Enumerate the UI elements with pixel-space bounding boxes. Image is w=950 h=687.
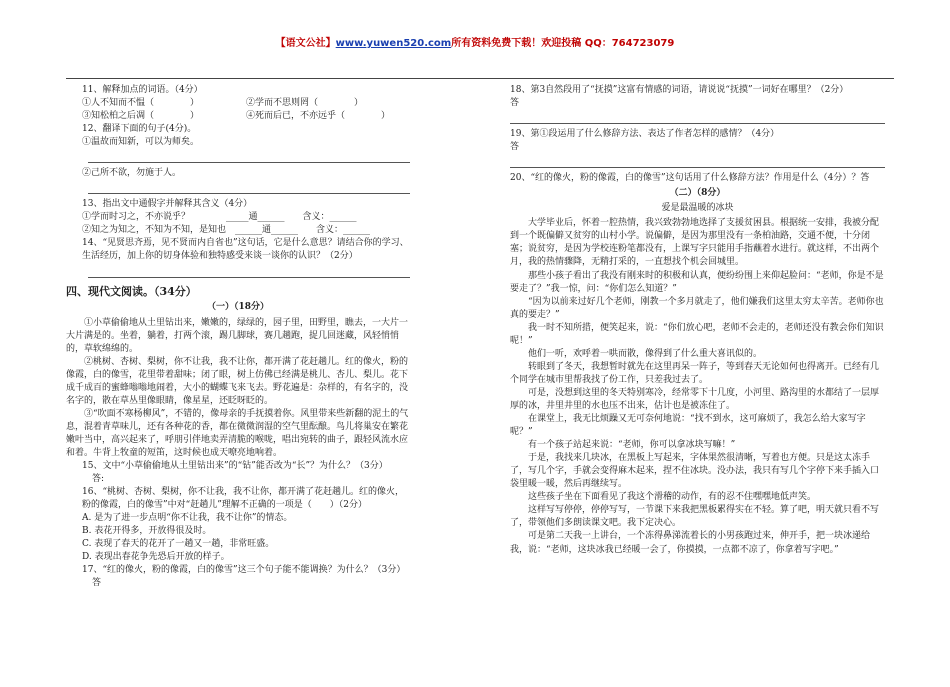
header-url-link[interactable]: www.yuwen520.com [335,38,452,49]
question-12-a: ①温故而知新，可以为师矣。 [82,137,200,148]
question-19: 19、第①段运用了什么修辞方法、表达了作者怎样的感情？（4分） [510,129,780,140]
question-13-b: ②知之为知之，不知为不知，是知也 ______通______ 含义：______ [82,225,371,236]
passage-paragraph: 有一个孩子站起来说：“老师，你可以拿冰块写嘛！” [528,440,736,451]
header-suffix: 所有资料免费下载！欢迎投稿 QQ：764723079 [451,38,675,49]
question-13: 13、指出文中通假字并解释其含义（4分） [82,199,253,210]
answer-line[interactable] [88,151,410,163]
header-divider [66,78,894,79]
question-16: 16、“桃树、杏树、梨树，你不让我，我不让你，都开满了花赶趟儿。红的像火，粉的像霞，白的像雪”中对“赶趟儿”理解不正确的一项是（ ）（2分） [82,487,405,511]
passage-paragraph: ②桃树、杏树、梨树，你不让我，我不让你，都开满了花赶趟儿。红的像火，粉的像霞，白的像雪，花里带着甜味；闭了眼，树上仿佛已经满是桃儿、杏儿、梨儿。花下成千成百的蜜蜂嗡嗡地闹着，大小的蝴蝶飞来飞去。野花遍是：杂样的，有名字的，没名字的，散在草丛里像眼睛，像星星，还眨呀眨的。 [66,356,409,406]
passage-paragraph: 转眼到了冬天，我想暂时就先在这里再呆一阵子，等到春天无论如何也得离开。已经有几个同学在城市里帮我找了份工作，只差我过去了。 [510,361,880,385]
question-11-b: ②学而不思则罔（ ） [246,98,364,109]
question-13-a: ①学而时习之，不亦说乎？ _____通______ 含义：______ [82,212,357,223]
question-12-b: ②己所不欲，勿施于人。 [82,168,182,179]
passage-paragraph: ③“吹面不寒杨柳风”，不错的，像母亲的手抚摸着你。风里带来些新翻的泥土的气息，混着青草味儿，还有各种花的香，都在微微润湿的空气里酝酿。鸟儿将巢安在繁花嫩叶当中，高兴起来了，呼朋引伴地卖弄清脆的喉咙，唱出宛转的曲子，跟轻风流水应和着。牛背上牧童的短笛，这时候也成天嘹亮地响着。 [66,408,409,458]
passage-paragraph: 这些孩子坐在下面看见了我这个滑稽的动作，有的忍不住嘿嘿地低声笑。 [528,492,817,503]
passage-paragraph: 可是，没想到这里的冬天特别寒冷，经常零下十几度，小河里、路沟里的水都结了一层厚厚的冰，井里井里的水也压不出来，估计也是被冻住了。 [510,387,880,411]
answer-line[interactable] [510,112,885,124]
question-14: 14、“见贤思齐焉，见不贤而内自省也”这句话，它是什么意思？请结合你的学习、生活经历，加上你的切身体验和独特感受来谈一谈你的认识？（2分） [82,238,409,262]
question-12: 12、翻译下面的句子(4分)。 [82,124,197,135]
subsection-1-heading: （一）（18分） [206,302,270,313]
passage-paragraph: 那些小孩子看出了我没有刚来时的积极和认真，便纷纷围上来仰起脸问：“老师，你是不是要走了？”我一惊，问：“你们怎么知道？” [510,270,884,294]
answer-line[interactable] [88,266,410,278]
question-17: 17、“红的像火，粉的像霞，白的像雪”这三个句子能不能调换？为什么？（3分） [82,565,406,576]
question-16-b[interactable]: B. 表花开得多，开放得很及时。 [82,526,212,537]
question-20: 20、“红的像火，粉的像霞，白的像雪”这句话用了什么修辞方法？作用是什么（4分）？答 [510,173,870,184]
subsection-2-heading: （二）（8分） [669,188,726,199]
passage-paragraph: 可是第二天我一上讲台，一个冻得鼻涕流着长的小男孩跑过来，伸开手，把一块冰递给我，说：“老师，这块冰我已经暖一会了，你摸摸，一点都不凉了，你拿着写字吧。” [510,531,871,555]
question-11-row1 [66,97,410,110]
question-11: 11、解释加点的词语。（4分） [82,85,203,95]
question-16-c[interactable]: C. 表现了春天的花开了一趟又一趟，非常旺盛。 [82,539,275,550]
question-18-answer: 答 [510,98,520,109]
left-column [66,84,410,590]
passage-paragraph: ①小草偷偷地从土里钻出来，嫩嫩的，绿绿的，园子里，田野里，瞧去，一大片一大片满是的。坐着，躺着，打两个滚，踢几脚球，赛几趟跑，捉几回迷藏，风轻悄悄的，草软绵绵的。 [66,317,409,354]
question-11-a: ①人不知而不愠（ ） [82,98,200,109]
right-column [510,84,885,557]
passage-paragraph: 在课堂上，我无比烦躁又无可奈何地说：“找不到水，这可麻烦了，我怎么给大家写字呢？” [510,414,866,438]
question-17-answer: 答 [92,578,102,589]
answer-line[interactable] [510,156,885,168]
question-11-row2 [66,110,410,123]
passage-paragraph: 大学毕业后，怀着一腔热情，我兴致勃勃地选择了支援贫困县。根据统一安排，我被分配到一个既偏僻又贫穷的山村小学。说偏僻，是因为那里没有一条柏油路，交通不便，十分闭塞；说贫穷，是因为学校连粉笔都没有，上课写字只能用手指蘸着水进行。就这样，不出两个月，我的热情骤降，无精打采的，一直想找个机会回城里。 [510,218,880,268]
question-11-d: ④死而后已，不亦远乎（ ） [246,111,391,122]
passage-paragraph: 他们一听，欢呼着一哄而散，像得到了什么重大喜讯似的。 [528,348,763,359]
passage-paragraph: “因为以前来过好几个老师，刚教一个多月就走了，他们嫌我们这里太穷太辛苦。老师你也真的要走？” [510,296,884,320]
page-header [0,37,950,52]
header-prefix: 【语文公社】 [275,38,336,49]
question-11-c: ③知松柏之后凋（ ） [82,111,200,122]
question-15: 15、文中“小草偷偷地从土里钻出来”的“钻”能否改为“长”？为什么？（3分） [82,461,388,472]
question-15-answer: 答: [92,474,105,485]
passage-paragraph: 于是，我找来几块冰，在黑板上写起来，字体果然很清晰，写着也方便。只是这太冻手了，写几个字，手就会变得麻木起来，捏不住冰块。没办法，我只有写几个字停下来手插入口袋里暖一暖，然后再继续写。 [510,453,880,490]
passage-title: 爱是最温暖的冰块 [661,203,734,214]
passage-paragraph: 我一时不知所措，便笑起来，说：“你们放心吧，老师不会走的，老师还没有教会你们知识呢！” [510,322,884,346]
section-4-heading: 四、现代文阅读。（34分） [66,284,197,298]
question-16-d[interactable]: D. 表现出春花争先恐后开放的样子。 [82,552,230,563]
answer-line[interactable] [88,182,410,194]
passage-paragraph: 这样写写停停，停停写写，一节课下来我把黑板累得实在不轻。算了吧，明天就只看不写了，带领他们多朗读课文吧。我下定决心。 [510,505,880,529]
question-19-answer: 答 [510,142,520,153]
question-18: 18、第3自然段用了“抚摸”这富有情感的词语，请说说“抚摸”一词好在哪里？（2分） [510,85,849,95]
question-16-a[interactable]: A. 是为了进一步点明“你不让我，我不让你”的情态。 [82,513,293,524]
